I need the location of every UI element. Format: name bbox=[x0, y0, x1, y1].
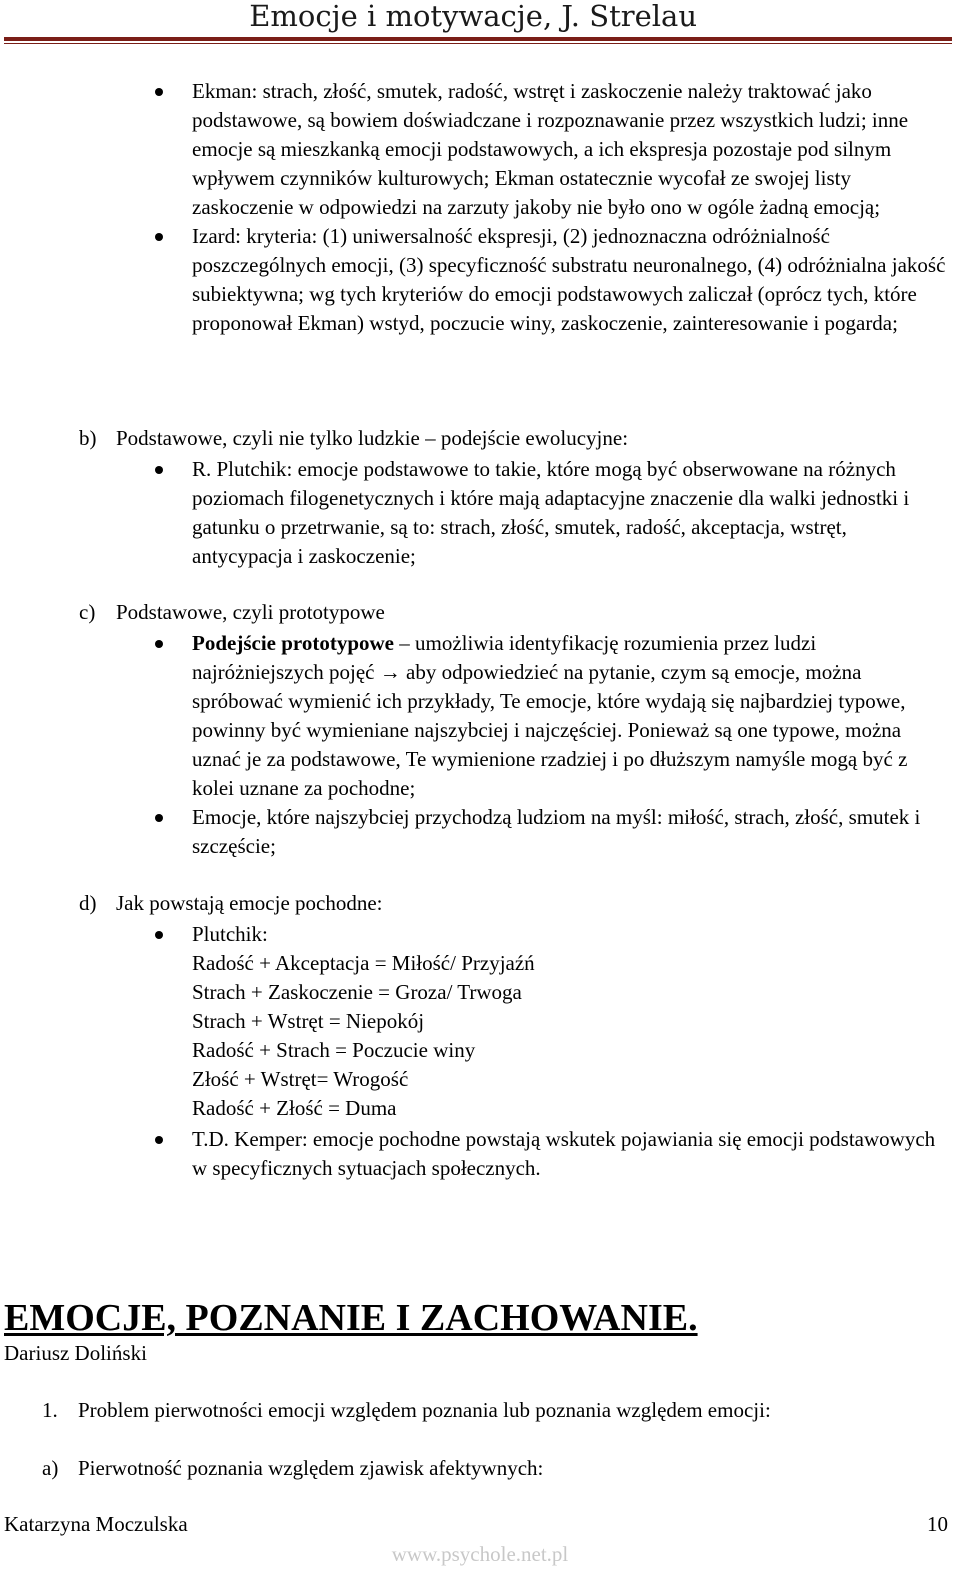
list-item bbox=[0, 1125, 960, 1183]
list-item bbox=[0, 920, 960, 1123]
section-letter: b) bbox=[79, 426, 97, 450]
section-letter: c) bbox=[79, 600, 96, 624]
item-text: Pierwotność poznania względem zjawisk afektywnych: bbox=[78, 1456, 544, 1480]
list-item bbox=[0, 629, 960, 803]
section-heading-c bbox=[79, 598, 385, 627]
bullet-icon bbox=[155, 466, 163, 474]
item-letter: a) bbox=[42, 1456, 59, 1480]
header-rule-thin bbox=[4, 43, 952, 44]
footer-author: Katarzyna Moczulska bbox=[4, 1512, 188, 1536]
bullet-icon bbox=[155, 1136, 163, 1144]
section-heading-d bbox=[79, 889, 383, 918]
section-heading-b bbox=[79, 424, 628, 453]
list-item bbox=[0, 803, 960, 861]
emotion-formula: Strach + Wstręt = Niepokój bbox=[192, 1009, 425, 1033]
chapter-title: EMOCJE, POZNANIE I ZACHOWANIE. bbox=[4, 1297, 698, 1339]
list-item bbox=[0, 77, 960, 222]
bullet-list-prototype bbox=[0, 629, 960, 861]
section-title: Podstawowe, czyli nie tylko ludzkie – podejście ewolucyjne: bbox=[116, 426, 629, 450]
bullet-list-derived bbox=[0, 920, 960, 1183]
item-number: 1. bbox=[42, 1398, 58, 1422]
lettered-item bbox=[42, 1454, 543, 1483]
bullet-icon bbox=[155, 931, 163, 939]
emotion-formula: Strach + Zaskoczenie = Groza/ Trwoga bbox=[192, 980, 522, 1004]
list-item-text: R. Plutchik: emocje podstawowe to takie, które mogą być obserwowane na różnych poziomach filogenetycznych i które mają adaptacyjne znaczenie dla walki jednostki i gatunku o przetrwanie, są to: strach, złość, smutek, radość, akceptacja, wstręt, antycypacja i zaskoczenie; bbox=[192, 457, 910, 568]
footer-website: www.psychole.net.pl bbox=[391, 1542, 569, 1566]
list-item-text: T.D. Kemper: emocje pochodne powstają wskutek pojawiania się emocji podstawowych w specyficznych sytuacjach społecznych. bbox=[192, 1127, 936, 1180]
emotion-formula: Radość + Akceptacja = Miłość/ Przyjaźń bbox=[192, 951, 535, 975]
item-text: Problem pierwotności emocji względem poznania lub poznania względem emocji: bbox=[78, 1398, 771, 1422]
list-item-text: Emocje, które najszybciej przychodzą ludziom na myśl: miłość, strach, złość, smutek i szczęście; bbox=[192, 805, 921, 858]
running-header-title: Emocje i motywacje, J. Strelau bbox=[249, 0, 697, 33]
numbered-item bbox=[42, 1396, 771, 1425]
arrow-right-icon: → bbox=[379, 660, 401, 684]
emotion-formula: Złość + Wstręt= Wrogość bbox=[192, 1067, 409, 1091]
plutchik-label: Plutchik: bbox=[192, 922, 268, 946]
list-item-text: Ekman: strach, złość, smutek, radość, wstręt i zaskoczenie należy traktować jako podstawowe, są bowiem doświadczane i rozpoznawanie przez wszystkich ludzi; inne emocje są mieszkanką emocji podstawowych, a ich ekspresja pozostaje pod silnym wpływem czynników kulturowych; Ekman ostatecznie wycofał ze swojej listy zaskoczenie w odpowiedzi na zarzuty jakoby nie było ono w ogóle żadną emocją; bbox=[192, 79, 909, 219]
bullet-icon bbox=[155, 88, 163, 96]
bold-term: Podejście prototypowe bbox=[192, 631, 394, 655]
emotion-formula: Radość + Złość = Duma bbox=[192, 1096, 397, 1120]
bullet-icon bbox=[155, 233, 163, 241]
bullet-list-evolutionary bbox=[0, 455, 960, 571]
list-item bbox=[0, 222, 960, 338]
section-title: Jak powstają emocje pochodne: bbox=[116, 891, 383, 915]
bullet-list-basic-emotions bbox=[0, 77, 960, 338]
list-item-text: – umożliwia identyfikację rozumienia przez ludzi najróżniejszych pojęć bbox=[192, 631, 817, 684]
emotion-formula: Radość + Strach = Poczucie winy bbox=[192, 1038, 476, 1062]
chapter-author: Dariusz Doliński bbox=[4, 1341, 147, 1365]
section-letter: d) bbox=[79, 891, 97, 915]
bullet-icon bbox=[155, 640, 163, 648]
bullet-icon bbox=[155, 814, 163, 822]
list-item bbox=[0, 455, 960, 571]
header-rule bbox=[4, 37, 952, 41]
list-item-text: Izard: kryteria: (1) uniwersalność ekspresji, (2) jednoznaczna odróżnialność poszczególnych emocji, (3) specyficzność substratu neuronalnego, (4) odróżnialna jakość subiektywna; wg tych kryteriów do emocji podstawowych zaliczał (oprócz tych, które proponował Ekman) wstyd, poczucie winy, zaskoczenie, zainteresowanie i pogarda; bbox=[192, 224, 946, 335]
section-title: Podstawowe, czyli prototypowe bbox=[116, 600, 385, 624]
page-number: 10 bbox=[927, 1512, 948, 1536]
list-item-text: aby odpowiedzieć na pytanie, czym są emocje, można spróbować wymienić ich przykłady, Te emocje, które wydają się najbardziej typowe, powinny być wymieniane najszybciej i najczęściej. Ponieważ są one typowe, można uznać je za podstawowe, Te wymienione rzadziej i po dłuższym namyśle mogą być z kolei uznane za pochodne; bbox=[192, 660, 908, 800]
